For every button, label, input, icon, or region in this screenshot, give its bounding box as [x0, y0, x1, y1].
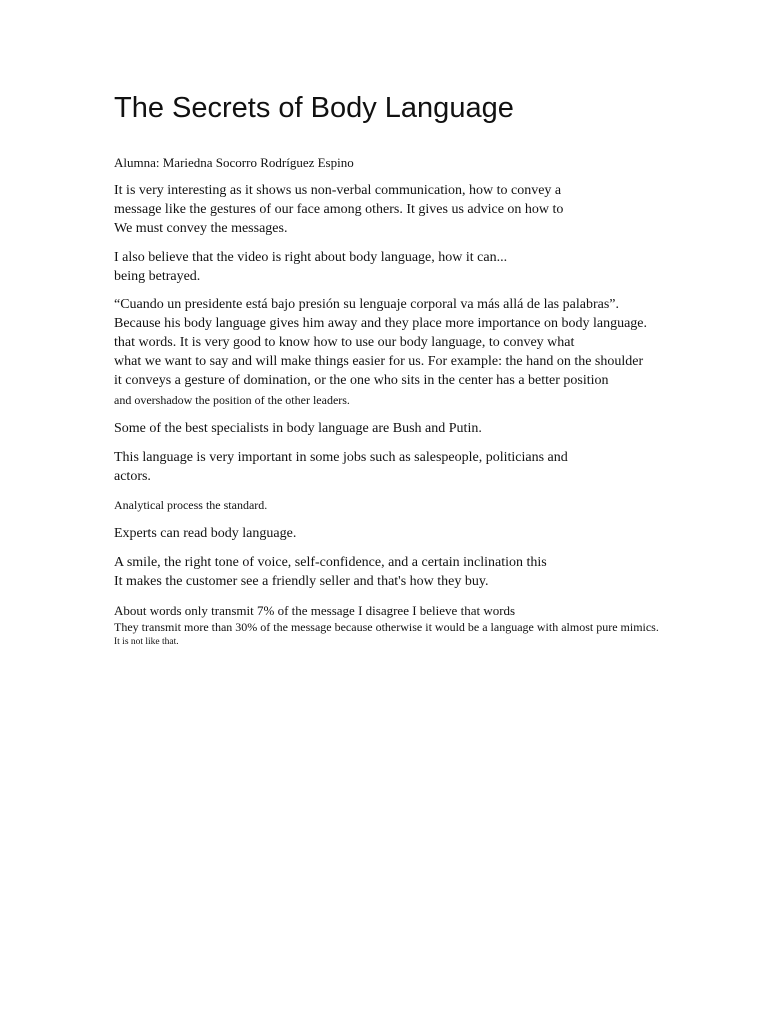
paragraph-2-line-1: I also believe that the video is right about body language, how it can... — [114, 250, 508, 265]
paragraph-3-line-1: “Cuando un presidente está bajo presión su lenguaje corporal va más allá de las palabras”. — [114, 297, 619, 312]
paragraph-7-line-1: Experts can read body language. — [114, 526, 297, 541]
paragraph-3-line-4: what we want to say and will make things easier for us. For example: the hand on the shoulder — [114, 354, 644, 369]
paragraph-2-line-2: being betrayed. — [114, 269, 201, 284]
paragraph-3-line-6: and overshadow the position of the other leaders. — [114, 393, 350, 407]
paragraph-6-line-1: Analytical process the standard. — [114, 498, 268, 512]
paragraph-4-line-1: Some of the best specialists in body language are Bush and Putin. — [114, 421, 482, 436]
paragraph-8-line-2: It makes the customer see a friendly seller and that's how they buy. — [114, 574, 489, 589]
paragraph-9-line-2: They transmit more than 30% of the message because otherwise it would be a language with almost pure mimics. — [114, 620, 659, 634]
paragraph-3-line-2: Because his body language gives him away and they place more importance on body language. — [114, 316, 647, 331]
student-name: Alumna: Mariedna Socorro Rodríguez Espino — [114, 155, 354, 170]
paragraph-5-line-2: actors. — [114, 469, 151, 484]
paragraph-9-line-3: It is not like that. — [114, 637, 179, 647]
paragraph-8-line-1: A smile, the right tone of voice, self-confidence, and a certain inclination this — [114, 555, 547, 570]
paragraph-5-line-1: This language is very important in some jobs such as salespeople, politicians and — [114, 450, 568, 465]
paragraph-1-line-3: We must convey the messages. — [114, 221, 288, 236]
paragraph-3-line-5: it conveys a gesture of domination, or the one who sits in the center has a better position — [114, 373, 609, 388]
paragraph-1-line-1: It is very interesting as it shows us non-verbal communication, how to convey a — [114, 183, 562, 198]
paragraph-1-line-2: message like the gestures of our face among others. It gives us advice on how to — [114, 202, 564, 217]
paragraph-3-line-3: that words. It is very good to know how to use our body language, to convey what — [114, 335, 575, 350]
paragraph-9-line-1: About words only transmit 7% of the message I disagree I believe that words — [114, 603, 516, 618]
document-title: The Secrets of Body Language — [114, 92, 514, 124]
